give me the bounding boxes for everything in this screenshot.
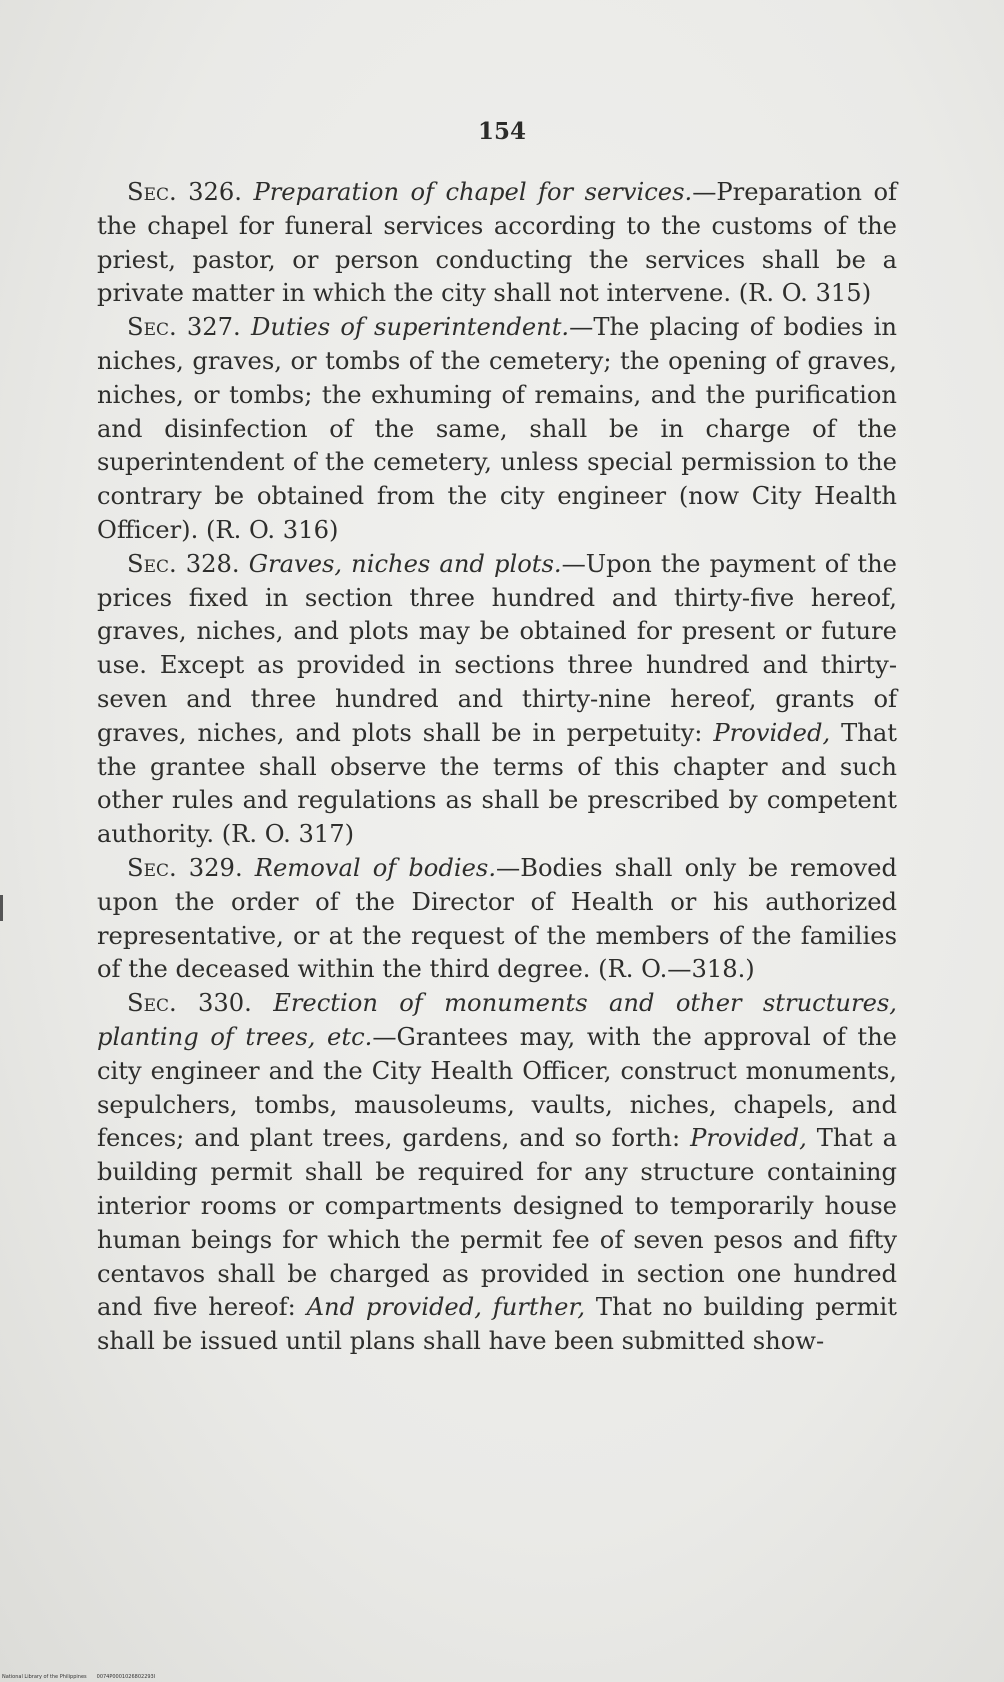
proviso-further-keyword: And provided, further, <box>306 1293 586 1322</box>
section-text: —Upon the payment of the prices fixed in section three hundred and thirty-five hereof, graves, niches, and plots may be obtained for present or future use. Except as provided in sections three hundred and thirty-seven and three hundred and thirty-nine hereof, grants of graves, niches, and plots shall be in perpetuity: <box>97 549 897 747</box>
section-title: Erection of monuments and other structures, planting of trees, etc. <box>97 989 897 1051</box>
section-329 <box>97 852 897 987</box>
section-label: Sec. 326. <box>127 178 242 206</box>
section-label: Sec. 327. <box>127 313 241 342</box>
page-number: 154 <box>477 118 526 145</box>
scan-footer <box>2 1674 155 1680</box>
section-title: Duties of superintendent. <box>250 313 570 342</box>
proviso-keyword: Provided, <box>713 718 831 747</box>
section-label: Sec. 329. <box>127 853 243 882</box>
section-label: Sec. 330. <box>127 989 252 1018</box>
footer-code: 0074P0001026802293I <box>96 1674 156 1680</box>
section-text-end: That no building permit shall be issued until plans shall have been submitted show- <box>97 1293 897 1356</box>
document-body <box>97 176 897 1359</box>
section-title: Preparation of chapel for services. <box>253 178 693 206</box>
section-330 <box>97 987 897 1359</box>
footer-library: National Library of the Philippines <box>2 1674 87 1680</box>
section-326 <box>97 176 897 311</box>
section-text: —Grantees may, with the approval of the city engineer and the City Health Officer, construct monuments, sepulchers, tombs, mausoleums, vaults, niches, chapels, and fences; and plant trees, gardens, and so forth: <box>97 1022 897 1153</box>
section-328 <box>97 548 897 852</box>
proviso-keyword: Provided, <box>690 1124 807 1153</box>
section-title: Graves, niches and plots. <box>248 549 562 578</box>
section-text-continued: That a building permit shall be required for any structure containing interior rooms or compartments designed to temporarily house human beings for which the permit fee of seven pesos and fifty centavos shall be charged as provided in section one hundred and five hereof: <box>97 1124 897 1322</box>
section-label: Sec. 328. <box>127 549 240 578</box>
section-327 <box>97 311 897 548</box>
section-text-continued: That the grantee shall observe the terms of this chapter and such other rules and regulations as shall be prescribed by competent authority. (R. O. 317) <box>97 718 897 849</box>
section-title: Removal of bodies. <box>254 853 497 882</box>
section-text: —Preparation of the chapel for funeral services according to the customs of the priest, pastor, or person conducting the services shall be a private matter in which the city shall not intervene. (R. O. 315) <box>97 178 897 308</box>
section-text: —The placing of bodies in niches, graves, or tombs of the cemetery; the opening of graves, niches, or tombs; the exhuming of remains, and the purification and disinfection of the same, shall be in charge of the superintendent of the cemetery, unless special permission to the contrary be obtained from the city engineer (now City Health Officer). (R. O. 316) <box>97 313 897 544</box>
section-text: —Bodies shall only be removed upon the order of the Director of Health or his authorized representative, or at the request of the members of the families of the deceased within the third degree. (R. O.—318.) <box>97 853 897 984</box>
scan-artifact-mark <box>0 895 3 921</box>
